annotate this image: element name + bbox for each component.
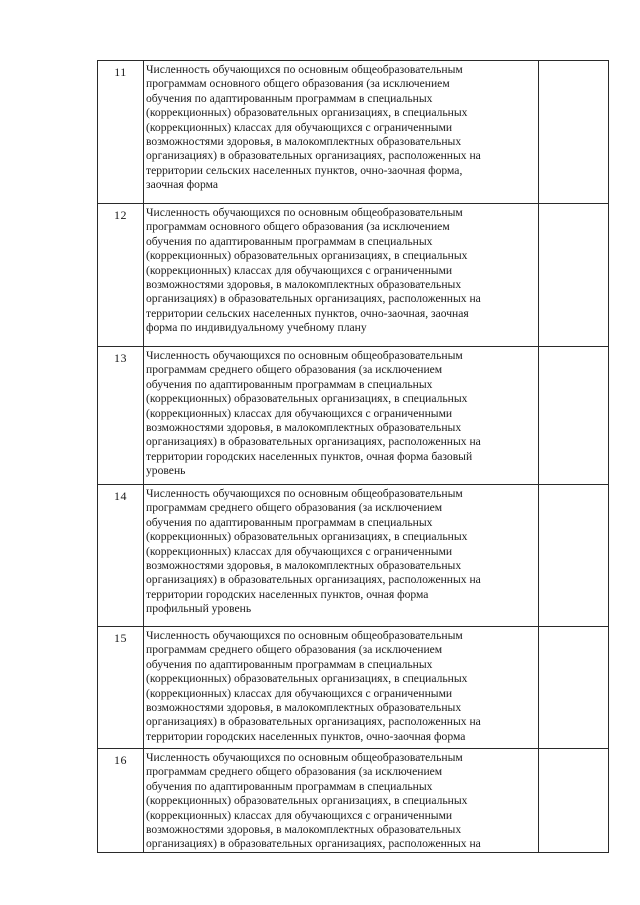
row-value-cell[interactable]: [539, 485, 609, 627]
description-line: возможностями здоровья, в малокомплектных образовательных: [146, 559, 462, 573]
row-description-cell: [144, 61, 539, 204]
table-row: [98, 61, 609, 204]
description-line: (коррекционных) классах для обучающихся с ограниченными: [146, 263, 453, 277]
row-description-cell: [144, 485, 539, 627]
description-line: программам основного общего образования (за исключением: [146, 220, 450, 234]
description-line: форма по индивидуальному учебному плану: [146, 321, 367, 335]
description-line: Численность обучающихся по основным общеобразовательным: [146, 349, 463, 362]
row-description: [144, 204, 538, 336]
row-description: [144, 61, 538, 193]
description-line: заочная форма: [146, 178, 218, 192]
description-line: территории городских населенных пунктов, очная форма базовый: [146, 449, 473, 463]
description-line: Численность обучающихся по основным общеобразовательным: [146, 206, 463, 219]
description-line: возможностями здоровья, в малокомплектных образовательных: [146, 701, 462, 715]
description-line: территории сельских населенных пунктов, очно-заочная форма,: [146, 163, 463, 177]
description-line: (коррекционных) образовательных организациях, в специальных: [146, 106, 468, 120]
description-line: Численность обучающихся по основным общеобразовательным: [146, 751, 463, 764]
row-number-cell: [98, 627, 144, 749]
description-line: организациях) в образовательных организациях, расположенных на: [146, 837, 481, 851]
description-line: (коррекционных) образовательных организациях, в специальных: [146, 392, 468, 406]
description-line: (коррекционных) образовательных организациях, в специальных: [146, 794, 468, 808]
indicator-table: [97, 60, 609, 853]
description-line: организациях) в образовательных организациях, расположенных на: [146, 435, 481, 449]
description-line: (коррекционных) классах для обучающихся с ограниченными: [146, 406, 453, 420]
description-line: Численность обучающихся по основным общеобразовательным: [146, 63, 463, 76]
description-line: программам среднего общего образования (за исключением: [146, 765, 443, 779]
description-line: уровень: [146, 464, 186, 478]
row-description: [144, 627, 538, 744]
description-line: (коррекционных) образовательных организациях, в специальных: [146, 249, 468, 263]
row-description: [144, 485, 538, 617]
description-line: (коррекционных) образовательных организациях, в специальных: [146, 672, 468, 686]
description-line: обучения по адаптированным программам в специальных: [146, 91, 433, 105]
row-number-cell: [98, 485, 144, 627]
row-description: [144, 749, 538, 852]
row-number: 13: [114, 351, 127, 365]
description-line: территории городских населенных пунктов, очная форма: [146, 587, 429, 601]
table-row: [98, 485, 609, 627]
description-line: обучения по адаптированным программам в специальных: [146, 779, 433, 793]
row-description-cell: [144, 347, 539, 485]
description-line: (коррекционных) классах для обучающихся с ограниченными: [146, 808, 453, 822]
table-row: [98, 627, 609, 749]
row-number-cell: [98, 347, 144, 485]
description-line: программам основного общего образования (за исключением: [146, 77, 450, 91]
description-line: организациях) в образовательных организациях, расположенных на: [146, 292, 481, 306]
row-value-cell[interactable]: [539, 347, 609, 485]
row-number: 15: [114, 631, 127, 645]
description-line: организациях) в образовательных организациях, расположенных на: [146, 573, 481, 587]
row-number-cell: [98, 204, 144, 347]
description-line: обучения по адаптированным программам в специальных: [146, 234, 433, 248]
description-line: Численность обучающихся по основным общеобразовательным: [146, 629, 463, 642]
description-line: программам среднего общего образования (за исключением: [146, 363, 443, 377]
row-description-cell: [144, 204, 539, 347]
description-line: организациях) в образовательных организациях, расположенных на: [146, 149, 481, 163]
row-value-cell[interactable]: [539, 204, 609, 347]
row-value-cell[interactable]: [539, 61, 609, 204]
description-line: возможностями здоровья, в малокомплектных образовательных: [146, 278, 462, 292]
description-line: организациях) в образовательных организациях, расположенных на: [146, 715, 481, 729]
description-line: (коррекционных) классах для обучающихся с ограниченными: [146, 686, 453, 700]
table-row: [98, 347, 609, 485]
description-line: программам среднего общего образования (за исключением: [146, 643, 443, 657]
row-description-cell: [144, 749, 539, 853]
row-number-cell: [98, 61, 144, 204]
description-line: Численность обучающихся по основным общеобразовательным: [146, 487, 463, 500]
description-line: программам среднего общего образования (за исключением: [146, 501, 443, 515]
description-line: профильный уровень: [146, 602, 252, 616]
table-row: [98, 749, 609, 853]
row-number: 12: [114, 208, 127, 222]
row-description: [144, 347, 538, 479]
row-number: 16: [114, 753, 127, 767]
description-line: (коррекционных) классах для обучающихся с ограниченными: [146, 120, 453, 134]
description-line: обучения по адаптированным программам в специальных: [146, 657, 433, 671]
description-line: возможностями здоровья, в малокомплектных образовательных: [146, 823, 462, 837]
description-line: территории сельских населенных пунктов, очно-заочная, заочная: [146, 306, 469, 320]
row-value-cell[interactable]: [539, 749, 609, 853]
row-number: 14: [114, 489, 127, 503]
description-line: возможностями здоровья, в малокомплектных образовательных: [146, 135, 462, 149]
table-row: [98, 204, 609, 347]
description-line: (коррекционных) образовательных организациях, в специальных: [146, 530, 468, 544]
row-value-cell[interactable]: [539, 627, 609, 749]
description-line: территории городских населенных пунктов, очно-заочная форма: [146, 729, 466, 743]
description-line: возможностями здоровья, в малокомплектных образовательных: [146, 421, 462, 435]
row-number-cell: [98, 749, 144, 853]
description-line: обучения по адаптированным программам в специальных: [146, 515, 433, 529]
row-description-cell: [144, 627, 539, 749]
row-number: 11: [114, 65, 127, 79]
description-line: (коррекционных) классах для обучающихся с ограниченными: [146, 544, 453, 558]
description-line: обучения по адаптированным программам в специальных: [146, 377, 433, 391]
